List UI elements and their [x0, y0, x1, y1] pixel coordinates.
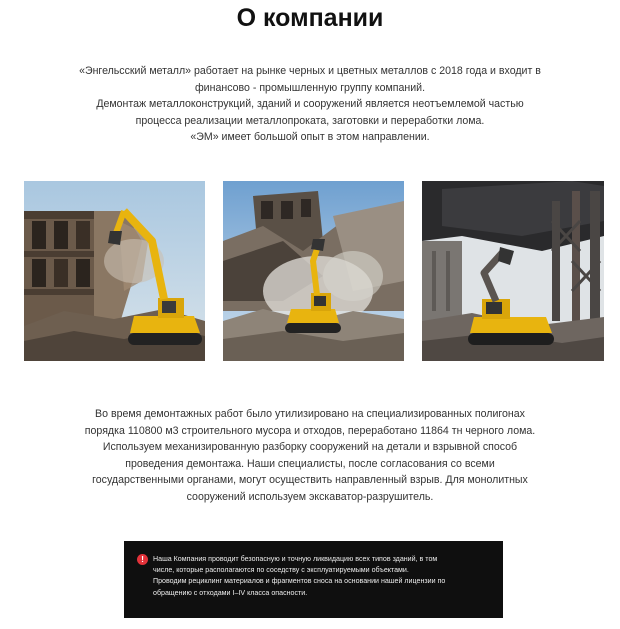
intro-line: финансово - промышленную группу компаний. [194, 81, 426, 94]
notice-line: Наша Компания проводит безопасную и точную ликвидацию всех типов зданий, в том [153, 555, 438, 563]
page-title: О компании [236, 4, 384, 32]
notice-box [124, 541, 503, 618]
intro-text [60, 63, 560, 146]
notice-line: обращению с отходами I–IV класса опасности. [153, 588, 308, 597]
notice-line: Проводим рециклинг материалов и фрагментов сноса на основании нашей лицензии по [153, 577, 446, 586]
body-line: Используем механизированную разборку сооружений на детали и взрывной способ [102, 441, 518, 453]
demolition-photo-3 [422, 181, 604, 361]
photo-gallery [24, 181, 604, 361]
intro-line: «ЭМ» имеет большой опыт в этом направлении. [190, 131, 430, 144]
demolition-photo-2 [223, 181, 404, 361]
alert-icon: ! [137, 554, 148, 565]
intro-line: процесса реализации металлопроката, заготовки и переработки лома. [135, 114, 485, 127]
intro-line: «Энгельсский металл» работает на рынке черных и цветных металлов с 2018 года и входит в [79, 65, 541, 77]
intro-line: Демонтаж металлоконструкций, зданий и сооружений является неотъемлемой частью [96, 98, 524, 111]
notice-text [153, 554, 498, 599]
demolition-text [60, 406, 560, 505]
body-line: Во время демонтажных работ было утилизировано на специализированных полигонах [95, 408, 525, 420]
demolition-photo-1 [24, 181, 205, 361]
body-line: сооружений используем экскаватор-разрушитель. [186, 490, 434, 503]
body-line: проведения демонтажа. Наши специалисты, после согласования со всеми [125, 457, 495, 470]
body-line: порядка 110800 м3 строительного мусора и отходов, переработано 11864 тн черного лома. [84, 424, 536, 437]
body-line: государственными органами, могут осуществить направленный взрыв. Для монолитных [92, 474, 528, 486]
notice-line: числе, которые располагаются по соседству с эксплуатируемыми объектами. [153, 566, 409, 575]
